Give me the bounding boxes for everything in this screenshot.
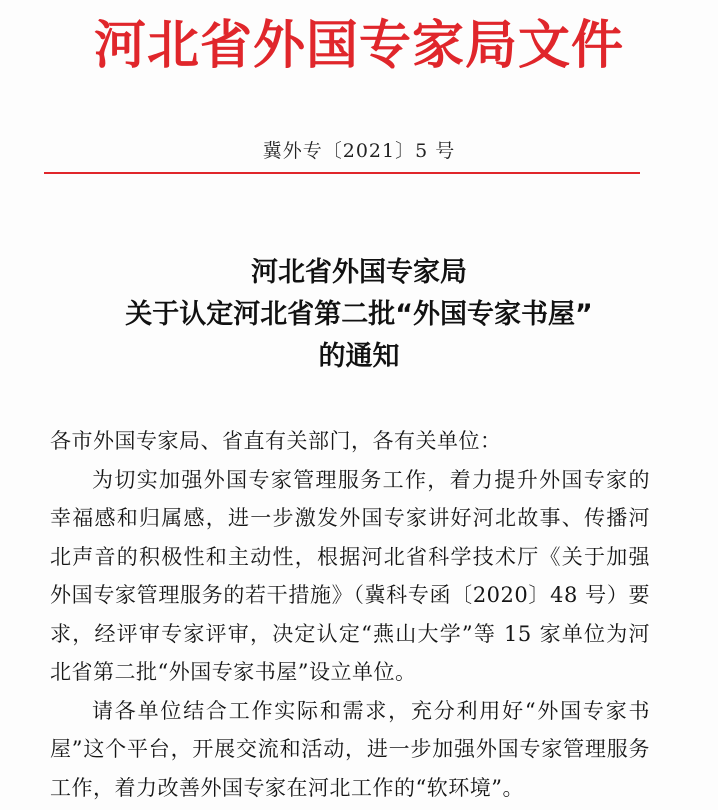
document-number: 冀外专〔2021〕5 号	[262, 140, 456, 162]
body-paragraph-2: 请各单位结合工作实际和需求，充分利用好“外国专家书屋”这个平台，开展交流和活动，进一步加强外国专家管理服务工作，着力改善外国专家在河北工作的“软环境”。	[50, 698, 650, 800]
body-paragraph-1: 为切实加强外国专家管理服务工作，着力提升外国专家的幸福感和归属感，进一步激发外国专家讲好河北故事、传播河北声音的积极性和主动性，根据河北省科学技术厅《关于加强外国专家管理服务的若干措施》（冀科专函〔2020〕48 号）要求，经评审专家评审，决定认定“燕山大学”等 15 家单位为河北省第二批“外国专家书屋”设立单位。	[50, 467, 650, 684]
title-line-1: 河北省外国专家局	[251, 257, 467, 288]
notice-title	[0, 252, 718, 378]
red-separator-line	[44, 172, 640, 174]
title-line-3: 的通知	[318, 341, 400, 372]
title-line-2: 关于认定河北省第二批“外国专家书屋”	[125, 299, 593, 330]
issuer-red-header: 河北省外国专家局文件	[93, 16, 624, 76]
salutation: 各市外国专家局、省直有关部门，各有关单位：	[50, 429, 502, 453]
notice-body	[50, 422, 650, 807]
